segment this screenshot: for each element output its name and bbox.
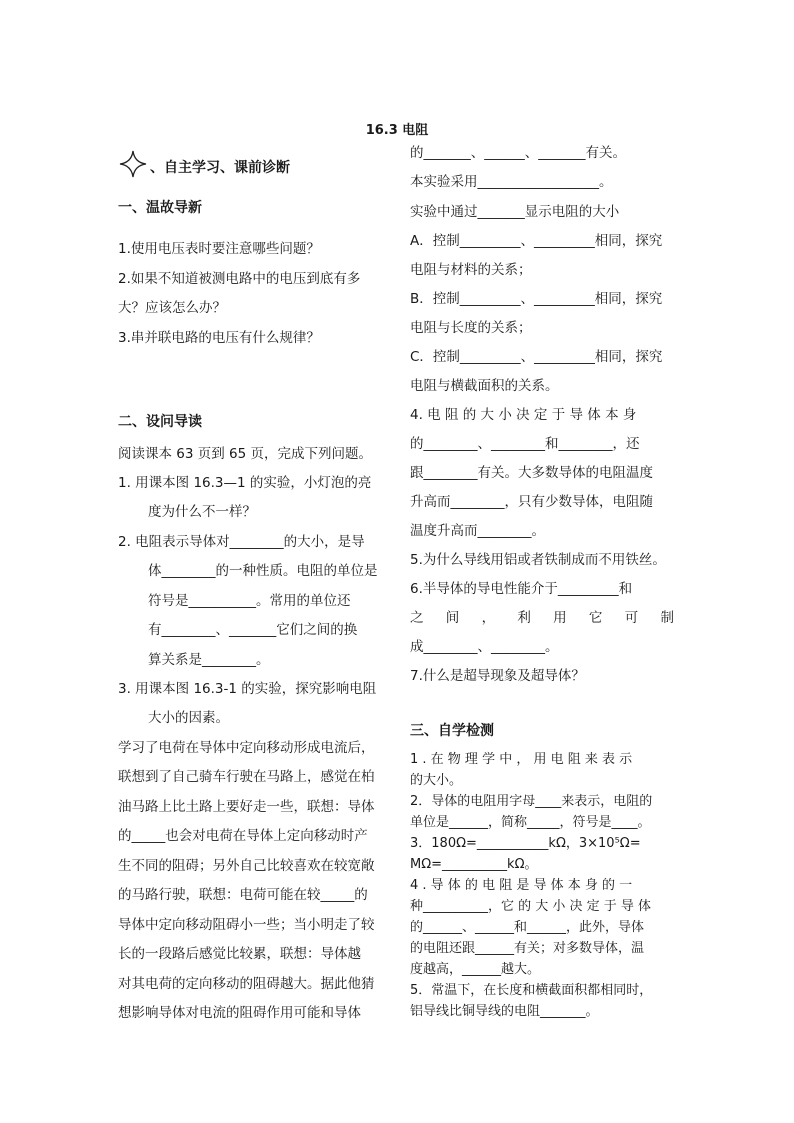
right-line-7: 电阻与长度的关系； <box>410 320 532 336</box>
spaced-char: 之 <box>410 610 424 626</box>
paragraph-line-4: 的_____也会对电荷在导体上定向移动时产 <box>118 828 368 844</box>
right-line-1: 的_______、______、_______有关。 <box>410 145 626 161</box>
paragraph-line-5: 生不同的阻碍；另外自己比较喜欢在较宽敞 <box>118 858 375 874</box>
right-line-3: 实验中通过_______显示电阻的大小 <box>410 204 620 220</box>
spaced-char: 可 <box>624 610 639 626</box>
question-2-line-2: 大？应该怎么办？ <box>118 300 226 316</box>
paragraph-line-1: 学习了电荷在导体中定向移动形成电流后， <box>118 740 375 756</box>
check-line-1: 1 . 在 物 理 学 中 ， 用 电 阻 来 表 示 <box>410 752 633 767</box>
check-line-3: 2．导体的电阻用字母____来表示，电阻的 <box>410 794 653 809</box>
spaced-char: 用 <box>553 610 567 626</box>
item-1-line-2: 度为什么不一样？ <box>148 504 256 520</box>
spaced-char: 制 <box>660 610 674 626</box>
check-line-2: 的大小。 <box>410 773 463 788</box>
check-line-11: 度越高，______越大。 <box>410 962 541 977</box>
right-line-6: B．控制_________、_________相同，探究 <box>410 291 663 307</box>
question-1: 1.使用电压表时要注意哪些问题？ <box>118 241 320 257</box>
item-3-line-2: 大小的因素。 <box>148 710 229 726</box>
paragraph-line-10: 想影响导体对电流的阻碍作用可能和导体 <box>118 1005 361 1021</box>
right-line-14: 温度升高而________。 <box>410 523 545 539</box>
spaced-char: 它 <box>588 610 603 626</box>
check-line-7: 4 . 导 体 的 电 阻 是 导 体 本 身 的 一 <box>410 878 633 893</box>
right-line-12: 跟________有关。大多数导体的电阻温度 <box>410 465 653 481</box>
spaced-char: 间 <box>445 610 460 626</box>
check-line-9: 的______、______和______，此外，导体 <box>410 920 645 935</box>
item-2-line-1: 2. 电阻表示导体对________的大小，是导 <box>118 534 365 550</box>
right-line-15: 5.为什么导线用铝或者铁制成而不用铁丝。 <box>410 552 666 568</box>
spaced-char: 利 <box>517 610 531 626</box>
right-line-9: 电阻与横截面积的关系。 <box>410 378 559 394</box>
right-line-8: C．控制_________、_________相同，探究 <box>410 349 663 365</box>
right-line-10: 4. 电 阻 的 大 小 决 定 于 导 体 本 身 <box>410 407 637 423</box>
spaced-char: ， <box>481 610 496 626</box>
item-3-line-1: 3. 用课本图 16.3-1 的实验，探究影响电阻 <box>118 681 377 697</box>
right-line-18: 成________、________。 <box>410 639 559 655</box>
question-2-line-1: 2.如果不知道被测电路中的电压到底有多 <box>118 271 361 287</box>
check-line-4: 单位是______，简称_____，符号是____。 <box>410 815 651 830</box>
item-2-line-3: 符号是__________。常用的单位还 <box>148 593 351 609</box>
item-2-line-4: 有________、_______它们之间的换 <box>148 622 358 638</box>
check-line-6: MΩ=__________kΩ。 <box>410 857 538 872</box>
check-line-12: 5．常温下，在长度和横截面积都相同时， <box>410 983 653 998</box>
heading-self-check: 三、自学检测 <box>410 723 494 739</box>
right-line-11: 的________、________和________，还 <box>410 436 640 452</box>
check-line-8: 种__________，它 的 大 小 决 定 于 导 体 <box>410 899 652 914</box>
question-3: 3.串并联电路的电压有什么规律？ <box>118 330 320 346</box>
paragraph-line-9: 对其电荷的定向移动的阻碍越大。据此他猜 <box>118 976 375 992</box>
paragraph-line-3: 油马路上比土路上要好走一些，联想：导体 <box>118 799 375 815</box>
reading-instruction: 阅读课本 63 页到 65 页，完成下列问题。 <box>118 446 373 462</box>
paragraph-line-8: 长的一段路后感觉比较累，联想：导体越 <box>118 946 361 962</box>
paragraph-line-7: 导体中定向移动阻碍小一些；当小明走了较 <box>118 917 375 933</box>
right-line-19: 7.什么是超导现象及超导体？ <box>410 668 585 684</box>
check-line-5: 3．180Ω=___________kΩ，3×10⁵Ω= <box>410 836 641 851</box>
check-line-13: 铝导线比铜导线的电阻_______。 <box>410 1004 599 1019</box>
item-2-line-5: 算关系是________。 <box>148 652 270 668</box>
right-line-17 <box>410 609 674 627</box>
paragraph-line-2: 联想到了自己骑车行驶在马路上，感觉在柏 <box>118 769 375 785</box>
heading-guided-reading: 二、设问导读 <box>118 414 202 430</box>
heading-review: 一、温故导新 <box>118 200 202 216</box>
right-line-4: A．控制_________、_________相同，探究 <box>410 233 663 249</box>
page-title: 16.3 电阻 <box>365 123 429 138</box>
check-line-10: 的电阻还跟______有关；对多数导体，温 <box>410 941 645 956</box>
item-1-line-1: 1. 用课本图 16.3—1 的实验，小灯泡的亮 <box>118 475 372 491</box>
right-line-2: 本实验采用__________________。 <box>410 174 613 190</box>
right-line-13: 升高而________，只有少数导体，电阻随 <box>410 494 653 510</box>
right-line-5: 电阻与材料的关系； <box>410 262 532 278</box>
item-2-line-2: 体________的一种性质。电阻的单位是 <box>148 563 378 579</box>
section-self-study: 、自主学习、课前诊断 <box>150 160 290 176</box>
paragraph-line-6: 的马路行驶，联想：电荷可能在较_____的 <box>118 887 368 903</box>
sparkle-star-icon <box>118 149 148 179</box>
right-line-16: 6.半导体的导电性能介于_________和 <box>410 581 633 597</box>
